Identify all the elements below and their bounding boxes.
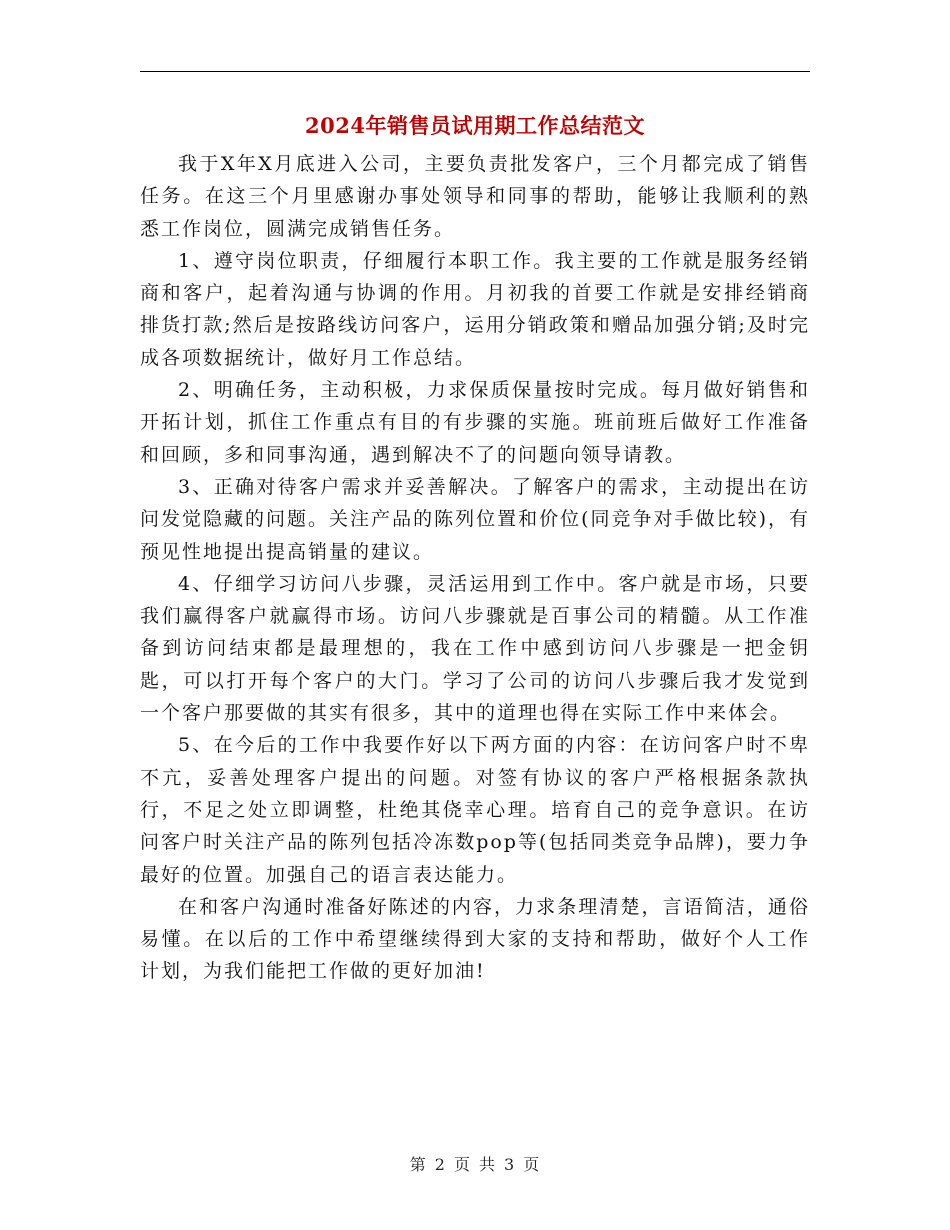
paragraph-item-2: 2、明确任务，主动积极，力求保质保量按时完成。每月做好销售和开拓计划，抓住工作重点有目的有步骤的实施。班前班后做好工作准备和回顾，多和同事沟通，遇到解决不了的问题向领导请教。 (140, 379, 810, 466)
header-rule (140, 71, 810, 72)
footer-page-word: 页 (453, 1155, 471, 1174)
paragraph-item-4: 4、仔细学习访问八步骤，灵活运用到工作中。客户就是市场，只要我们赢得客户就赢得市场。访问八步骤就是百事公司的精髓。从工作准备到访问结束都是最理想的，我在工作中感到访问八步骤是一把金钥匙，可以打开每个客户的大门。学习了公司的访问八步骤后我才发觉到一个客户那要做的其实有很多，其中的道理也得在实际工作中来体会。 (140, 572, 810, 725)
footer-total-pages: 3 (504, 1155, 516, 1174)
paragraph-closing: 在和客户沟通时准备好陈述的内容，力求条理清楚，言语简洁，通俗易懂。在以后的工作中希望继续得到大家的支持和帮助，做好个人工作计划，为我们能把工作做的更好加油! (140, 895, 810, 983)
paragraph-item-3: 3、正确对待客户需求并妥善解决。了解客户的需求，主动提出在访问发觉隐藏的问题。关注产品的陈列位置和价位(同竞争对手做比较)，有预见性地提出提高销量的建议。 (140, 475, 810, 563)
paragraph-item-5: 5、在今后的工作中我要作好以下两方面的内容：在访问客户时不卑不亢，妥善处理客户提出的问题。对签有协议的客户严格根据条款执行，不足之处立即调整，杜绝其侥幸心理。培育自己的竞争意识。在访问客户时关注产品的陈列包括冷冻数pop等(包括同类竞争品牌)，要力争最好的位置。加强自己的语言表达能力。 (140, 734, 810, 886)
footer-prefix: 第 (409, 1155, 427, 1174)
document-title: 2024年销售员试用期工作总结范文 (305, 113, 645, 138)
document-body (140, 148, 810, 988)
paragraph-item-1: 1、遵守岗位职责，仔细履行本职工作。我主要的工作就是服务经销商和客户，起着沟通与协调的作用。月初我的首要工作就是安排经销商排货打款;然后是按路线访问客户，运用分销政策和赠品加强分销;及时完成各项数据统计，做好月工作总结。 (140, 249, 810, 369)
footer-total-prefix: 共 (479, 1155, 497, 1174)
footer-current-page: 2 (434, 1155, 446, 1174)
page-footer (0, 1152, 950, 1175)
paragraph-intro: 我于X年X月底进入公司，主要负责批发客户，三个月都完成了销售任务。在这三个月里感谢办事处领导和同事的帮助，能够让我顺利的熟悉工作岗位，圆满完成销售任务。 (140, 153, 810, 240)
footer-suffix: 页 (523, 1155, 541, 1174)
